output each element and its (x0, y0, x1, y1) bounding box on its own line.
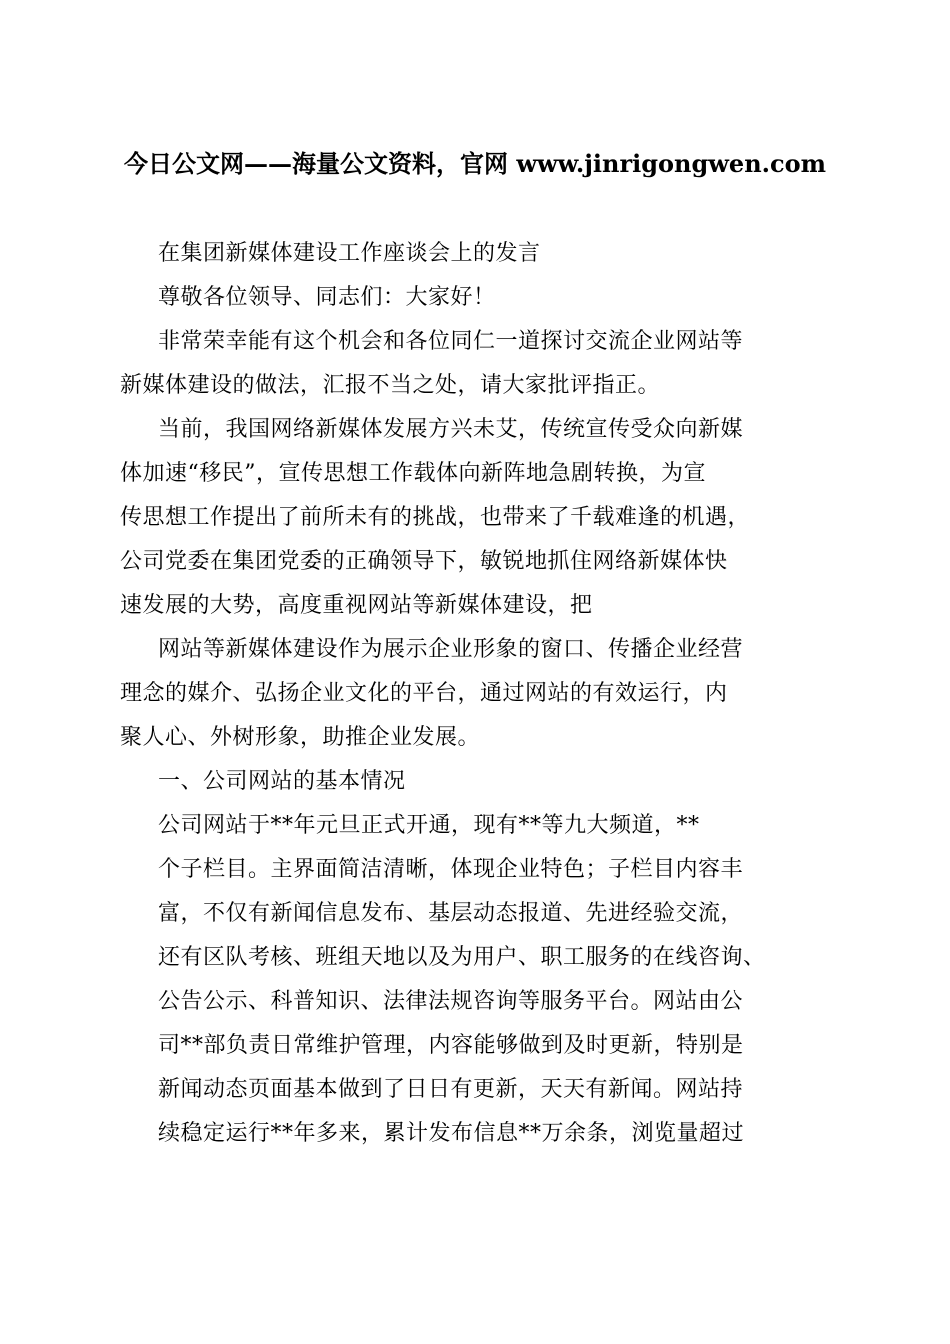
text-line: 当前，我国网络新媒体发展方兴未艾，传统宣传受众向新媒 (158, 417, 744, 442)
text-line: 司**部负责日常维护管理，内容能够做到及时更新，特别是 (158, 1033, 744, 1058)
text-line: 富，不仅有新闻信息发布、基层动态报道、先进经验交流， (158, 901, 744, 926)
text-line: 续稳定运行**年多来，累计发布信息**万余条，浏览量超过 (158, 1121, 745, 1146)
text-line: 新媒体建设的做法，汇报不当之处，请大家批评指正。 (120, 373, 661, 398)
text-line: 新闻动态页面基本做到了日日有更新，天天有新闻。网站持 (158, 1077, 744, 1102)
greeting: 尊敬各位领导、同志们：大家好！ (158, 285, 496, 310)
section-heading: 一、公司网站的基本情况 (158, 769, 406, 794)
text-line: 体加速“移民”，宣传思想工作载体向新阵地急剧转换，为宣 (120, 461, 706, 486)
text-line: 还有区队考核、班组天地以及为用户、职工服务的在线咨询、 (158, 945, 766, 970)
text-line: 非常荣幸能有这个机会和各位同仁一道探讨交流企业网站等 (158, 329, 744, 354)
site-header: 今日公文网——海量公文资料，官网 www.jinrigongwen.com (123, 149, 827, 178)
text-line: 公告公示、科普知识、法律法规咨询等服务平台。网站由公 (158, 989, 744, 1014)
text-line: 速发展的大势，高度重视网站等新媒体建设，把 (120, 593, 593, 618)
text-line: 公司党委在集团党委的正确领导下，敏锐地抓住网络新媒体快 (120, 549, 728, 574)
text-line: 聚人心、外树形象，助推企业发展。 (120, 725, 481, 750)
text-line: 个子栏目。主界面简洁清晰，体现企业特色；子栏目内容丰 (158, 857, 744, 882)
speech-title: 在集团新媒体建设工作座谈会上的发言 (158, 241, 541, 266)
text-line: 公司网站于**年元旦正式开通，现有**等九大频道，** (158, 813, 700, 838)
document-body (120, 232, 830, 1156)
text-line: 理念的媒介、弘扬企业文化的平台，通过网站的有效运行，内 (120, 681, 728, 706)
text-line: 网站等新媒体建设作为展示企业形象的窗口、传播企业经营 (158, 637, 744, 662)
text-line: 传思想工作提出了前所未有的挑战，也带来了千载难逢的机遇， (120, 505, 751, 530)
